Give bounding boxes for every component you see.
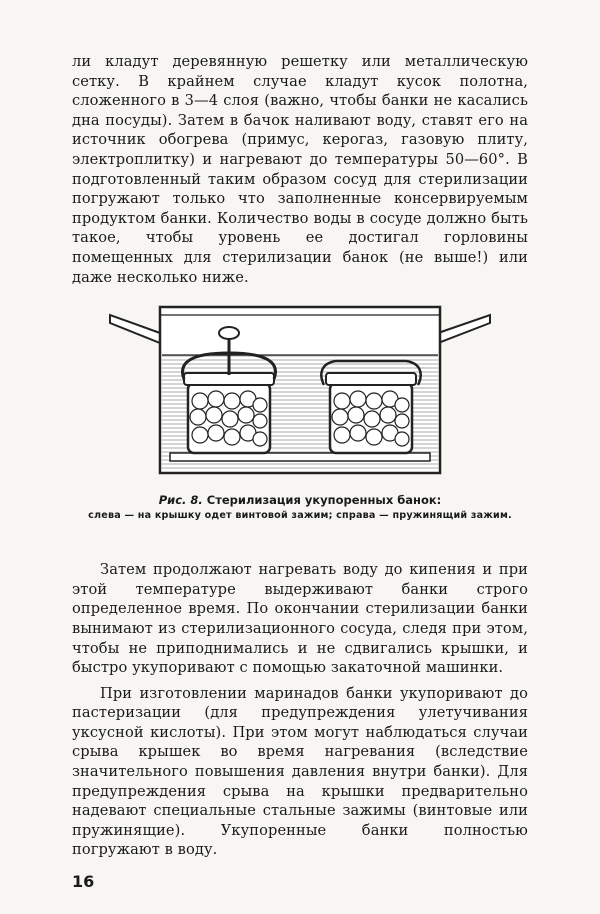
left-handle bbox=[110, 315, 160, 343]
figure-label: Рис. 8. bbox=[158, 493, 203, 508]
sterilization-pot-illustration bbox=[108, 303, 492, 481]
figure-8 bbox=[72, 303, 528, 528]
paragraph-1: ли кладут деревянную решетку или металлическую сетку. В крайнем случае кладут кусок полотна, сложенного в 3—4 слоя (важно, чтобы банки не касались дна посуды). Затем в бачок наливают воду, ставят его на источник обогрева (примус, керогаз, газовую плиту, электроплитку) и нагревают до температуры 50—60°. В подготовленный таким образом сосуд для стерилизации погружают только что заполненные консервируемым продуктом банки. Количество воды в сосуде должно быть такое, чтобы уровень ее достигал горловины помещенных для стерилизации банок (не выше!) или даже несколько ниже. bbox=[72, 53, 528, 286]
right-handle bbox=[438, 315, 490, 343]
paragraph-2: Затем продолжают нагревать воду до кипения и при этой температуре выдерживают банки строго определенное время. По окончании стерилизации банки вынимают из стерилизационного сосуда, следя при этом, чтобы не приподнимались и не сдвигались крышки, и быстро укупоривают с помощью закаточной машинки. bbox=[72, 561, 528, 677]
figure-title: Стерилизация укупоренных банок: bbox=[206, 493, 442, 508]
figure-subtitle: слева — на крышку одет винтовой зажим; справа — пружинящий зажим. bbox=[88, 510, 512, 522]
page-body bbox=[72, 52, 528, 891]
paragraph-3: При изготовлении маринадов банки укупоривают до пастеризации (для предупреждения улетучивания уксусной кислоты). При этом могут наблюдаться случаи срыва крышек во время нагревания (вследствие значительного повышения давления внутри банки). Для предупреждения срыва на крышки предварительно надевают специальные стальные зажимы (винтовые или пружинящие). Укупоренные банки полностью погружают в воду. bbox=[72, 684, 528, 859]
right-jar-spring-clamp bbox=[321, 361, 420, 453]
figure-caption bbox=[72, 493, 528, 522]
page-number: 16 bbox=[72, 872, 95, 892]
